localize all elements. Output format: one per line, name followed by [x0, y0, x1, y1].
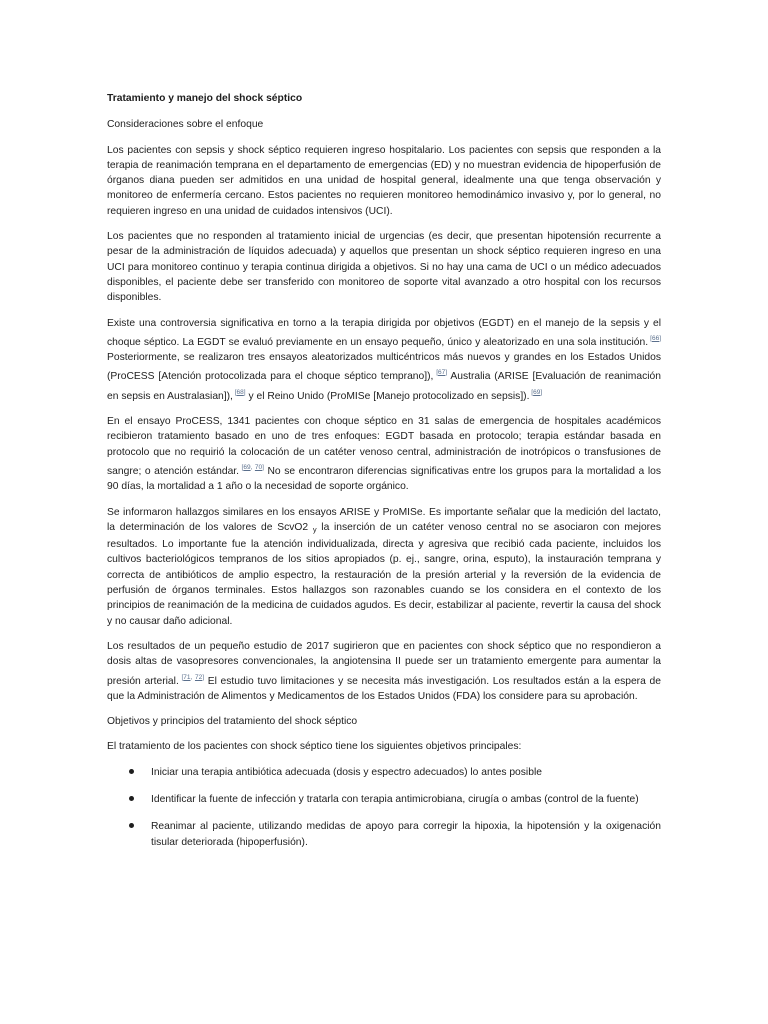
paragraph-3-text-1: Existe una controversia significativa en torno a la terapia dirigida por objetivos (EGDT) en el manejo de la sepsis y el choque séptico. La EGDT se evaluó previamente en un ensayo pequeño, único y aleatorizado en una sola institución. — [107, 317, 661, 348]
paragraph-4-text-1: En el ensayo ProCESS, 1341 pacientes con choque séptico en 31 salas de emergencia de hospitales académicos recibieron tratamiento basado en uno de tres enfoques: EGDT basada en protocolo; terapia estándar basada en protocolo que no requirió la colocación de un catéter venoso central, administración de inotrópicos o transfusiones de sangre; o atención estándar. — [107, 416, 661, 477]
paragraph-3-text-4: y el Reino Unido (ProMISe [Manejo protocolizado en sepsis]). — [245, 390, 530, 402]
citation-link[interactable]: 69 — [533, 388, 541, 396]
document-title: Tratamiento y manejo del shock séptico — [107, 93, 303, 104]
paragraph-6-text-1: Los resultados de un pequeño estudio de 2017 sugirieron que en pacientes con shock séptico que no respondieron a dosis altas de vasopresores convencionales, la angiotensina II puede ser un tratamiento emergente para aumentar la presión arterial. — [107, 640, 661, 687]
paragraph-5-small-conjunction: y — [312, 524, 317, 534]
citation-link[interactable]: 70 — [254, 463, 263, 471]
document-content — [107, 91, 661, 862]
paragraph-2: Los pacientes que no responden al tratamiento inicial de urgencias (es decir, que presentan hipotensión recurrente a pesar de la administración de líquidos adecuada) y aquellos que presentan un shock séptico requieren ingreso en una UCI para monitoreo continuo y terapia continua dirigida a objetivos. Si no hay una cama de UCI o un médico adecuados disponibles, el paciente debe ser transferido con monitoreo de soporte vital avanzado a otro hospital con los recursos disponibles. — [107, 231, 661, 304]
citation-link[interactable]: 69 — [243, 463, 251, 471]
list-item-text: Identificar la fuente de infección y tratarla con terapia antimicrobiana, cirugía o ambas (control de la fuente) — [151, 793, 639, 805]
citation-ref[interactable]: [68] — [232, 388, 246, 396]
citation-ref[interactable]: [66] — [648, 334, 661, 342]
citation-ref[interactable]: [71, 72] — [178, 673, 204, 681]
citation-ref[interactable]: [69] — [529, 388, 543, 396]
paragraph-7: El tratamiento de los pacientes con shock séptico tiene los siguientes objetivos principales: — [107, 741, 522, 753]
paragraph-5-text-2: la inserción de un catéter venoso central no se asociaron con mejores resultados. Lo importante fue la atención individualizada, directa y agresiva que recibió cada paciente, incluidos los cultivos bacteriológicos tempranos de los sitios apropiados (p. ej., sangre, orina, esputo), la instauración temprana y correcta de antibióticos de amplio espectro, la restauración de la presión arterial y la reversión de la evidencia de perfusión de órganos terminales. Estos hallazgos son razonables cuando se los considera en el contexto de los principios de reanimación de la medicina de cuidados agudos. Es decir, estabilizar al paciente, revertir la causa del shock y no causar daño adicional. — [107, 521, 661, 627]
section-heading-enfoque: Consideraciones sobre el enfoque — [107, 119, 264, 131]
bullet-icon — [129, 823, 134, 828]
paragraph-4 — [107, 414, 661, 494]
section-heading-objetivos: Objetivos y principios del tratamiento del shock séptico — [107, 716, 358, 728]
paragraph-3-text-2: Posteriormente, se realizaron tres ensayos aleatorizados multicéntricos más nuevos y grandes en los Estados Unidos (ProCESS [Atención protocolizada para el choque séptico temprano]), — [107, 352, 661, 383]
list-item — [107, 792, 661, 807]
citation-link[interactable]: 72 — [194, 673, 203, 681]
list-item — [107, 765, 661, 780]
citation-ref[interactable]: [69, 70] — [239, 463, 264, 471]
bullet-icon — [129, 769, 134, 774]
paragraph-6 — [107, 639, 661, 704]
paragraph-3-text-3: Australia (ARISE [Evaluación de reanimación en sepsis en Australasian]), — [107, 371, 661, 402]
citation-link[interactable]: 71 — [183, 673, 191, 681]
list-item-text: Iniciar una terapia antibiótica adecuada (dosis y espectro adecuados) lo antes posible — [151, 766, 542, 778]
paragraph-6-text-2: El estudio tuvo limitaciones y se necesita más investigación. Los resultados están a la espera de que la Administración de Alimentos y Medicamentos de los Estados Unidos (FDA) los considere para su aprobación. — [107, 675, 661, 702]
paragraph-5-text-1: Se informaron hallazgos similares en los ensayos ARISE y ProMISe. Es importante señalar que la medición del lactato, la determinación de los valores de ScvO2 — [107, 506, 661, 533]
list-item-text: Reanimar al paciente, utilizando medidas de apoyo para corregir la hipoxia, la hipotensión y la oxigenación tisular deteriorada (hipoperfusión). — [151, 821, 661, 848]
citation-link[interactable]: 66 — [651, 334, 660, 342]
objectives-list — [107, 765, 661, 850]
bullet-icon — [129, 796, 134, 801]
paragraph-1: Los pacientes con sepsis y shock séptico requieren ingreso hospitalario. Los pacientes con sepsis que responden a la terapia de reanimación temprana en el departamento de emergencias (ED) y no muestran evidencia de hipoperfusión de órganos diana pueden ser admitidos en una unidad de hospital general, idealmente una que tenga observación y monitoreo de enfermería cercano. Estos pacientes no requieren monitoreo hemodinámico invasivo y, por lo general, no requieren ingreso en una unidad de cuidados intensivos (UCI). — [107, 144, 661, 217]
paragraph-3 — [107, 316, 661, 404]
citation-link[interactable]: 68 — [236, 388, 244, 396]
paragraph-5 — [107, 505, 661, 629]
citation-link[interactable]: 67 — [438, 369, 446, 377]
list-item — [107, 819, 661, 850]
citation-ref[interactable]: [67] — [433, 369, 448, 377]
paragraph-4-text-2: No se encontraron diferencias significativas entre los grupos para la mortalidad a los 90 días, la mortalidad a 1 año o la necesidad de soporte orgánico. — [107, 465, 661, 493]
